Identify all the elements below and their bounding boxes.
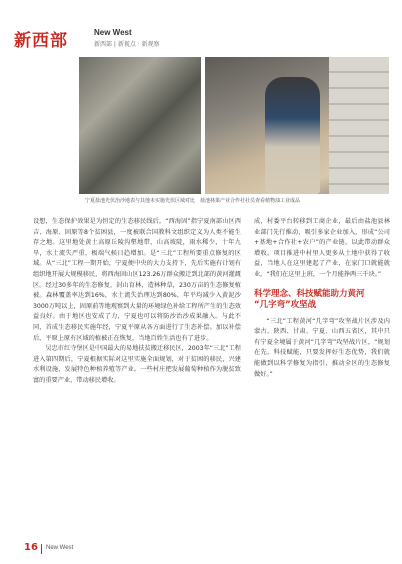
section-heading-line: 科学理念、科技赋能助力黄河 bbox=[254, 288, 365, 299]
article-column-right bbox=[254, 217, 390, 380]
person-figure bbox=[265, 77, 320, 194]
article-paragraph: 吴忠市红寺堡区是中国最大的易地扶贫搬迁移民区，2003年“三北”工程进入第四期后，宁夏根据实际对这里实施全面规划，对于贫困的移民，兴建水利设施，发展特色种植养殖等产业。一些村庄把发展葡萄种植作为脱贫致富的重要产业，带动移民增收。 bbox=[33, 345, 241, 384]
article-column-left bbox=[33, 217, 241, 387]
article-paragraph: 设想，生态保护效果是为恒定的生态移民线后。“西海固”指宁夏南部山区西吉、海原、固原等8个贫困县，一度被联合国教科文组织定义为人类不能生存之地。这里地处黄土高原丘陵沟壑地带，山高坡陡，雨水稀少，十年九旱，水土流失严重，极端气候日趋增加。是“三北”工程所要重点修复的区域。从“三北”工程一期开始，宁夏便中央的大力支持下，先后实施有计划有组织地开展大规模移民，将西海固山区123.26万群众搬迁到北部的黄河灌溉区。经过30多年的生态修复，封山育林，造林种草，230万亩的生态修复植被。森林覆盖率达到16%，水土流失治理达到80%，年平均减少入黄泥沙3000万吨以上，固原前等地观察到大量的环境绿色补给工程所产生的生态效益良好。由于地区也安成了力，宁夏也可以将防沙治沙成果融入。与此不同，首成生态移民实施年经，宁夏平原从各方面进行了生态补偿。加以补偿后，平原上原有区域的植被正在恢复，当地百姓生活也有了进步。 bbox=[33, 218, 241, 342]
article-paragraph: “三北”工程黄河“几字弯”攻坚战片区涉及内蒙古、陕西、甘肃、宁夏、山西五省区，其中只有宁夏全境属于黄河“几字弯”攻坚战片区。“规划在先，科技赋能，只要发挥好生态优势，我们就能做到以科学修复为指引，推动全区的生态修复做好。” bbox=[254, 317, 390, 378]
brand-logo-en: New West bbox=[94, 28, 132, 37]
photo-farmer-inspection bbox=[205, 57, 389, 194]
brand-subtitle: 新西部 | 新视点 · 新观察 bbox=[94, 41, 160, 48]
page-footer bbox=[24, 542, 124, 556]
photo-caption-right: 盐池林果产业合作社社员查看植物油工业成品 bbox=[200, 198, 301, 204]
masthead bbox=[12, 22, 392, 62]
brand-logo-cn: 新西部 bbox=[14, 31, 68, 51]
magazine-name: New West bbox=[46, 545, 74, 551]
photo-caption-left: 宁夏盐池光伏治沙地表与其他未实施光伏区域对比 bbox=[85, 198, 196, 204]
grain-sacks bbox=[329, 57, 389, 194]
section-heading-line: “几字弯”攻坚战 bbox=[254, 299, 317, 310]
photo-solar-desert bbox=[79, 57, 201, 194]
section-heading bbox=[254, 289, 390, 311]
page-number: 16 bbox=[24, 542, 38, 553]
footer-divider bbox=[41, 544, 42, 554]
article-paragraph: 成，村委平台转移到工商企业，最后由盐池县林业部门先行推动，吸引多家企业加入，形成“公司+基地+合作社+农户”的产业链，以此带动群众增收。项目推进中村里人更多从土地中获得了收益，当地人在这里建起了产业，在家门口就能就业。“我们在这里上班，一个月能挣两三千块。” bbox=[254, 218, 390, 278]
